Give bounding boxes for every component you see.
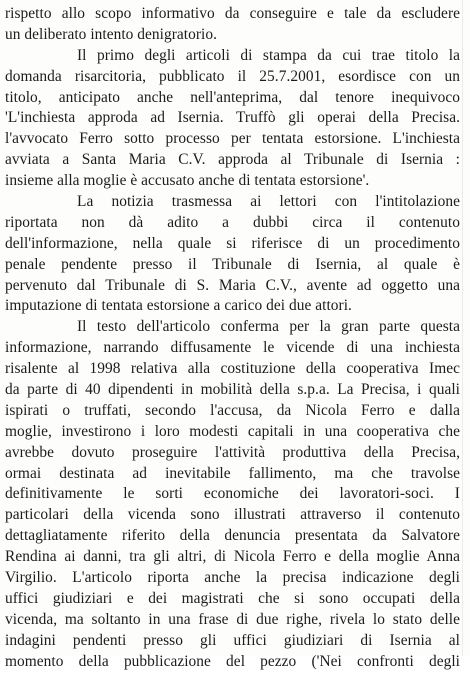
paragraph-4 bbox=[5, 317, 460, 672]
text-line: domanda risarcitoria, pubblicato il 25.7.2001, esordisce con un bbox=[5, 67, 460, 85]
text-line: momento della pubblicazione del pezzo ('Nei confronti degli bbox=[5, 652, 460, 670]
text-line: definitivamente le sorti economiche dei lavoratori-soci. I bbox=[5, 485, 460, 503]
text-line: Il testo dell'articolo conferma per la gran parte questa bbox=[77, 318, 460, 336]
paragraph-3 bbox=[5, 192, 460, 317]
text-line: uffici giudiziari e dei magistrati che si sono occupati della bbox=[5, 589, 460, 607]
text-line: moglie, investirono i loro modesti capitali in una cooperativa che bbox=[5, 422, 460, 440]
text-line: Rendina ai danni, tra gli altri, di Nicola Ferro e della moglie Anna bbox=[5, 548, 460, 566]
text-line: titolo, anticipato anche nell'anteprima, dal tenore inequivoco bbox=[5, 88, 460, 106]
text-line: imputazione di tentata estorsione a carico dei due attori. bbox=[5, 297, 352, 315]
text-line: Virgilio. L'articolo riporta anche la precisa indicazione degli bbox=[5, 569, 460, 587]
text-line: un deliberato intento denigratorio. bbox=[5, 25, 218, 43]
text-line: ispirati o truffati, secondo l'accusa, da Nicola Ferro e dalla bbox=[5, 401, 460, 419]
text-line: da parte di 40 dipendenti in mobilità della s.p.a. La Precisa, i quali bbox=[5, 381, 460, 399]
paragraph-2 bbox=[5, 46, 460, 192]
text-line: dettagliatamente riferito della denuncia presentata da Salvatore bbox=[5, 527, 460, 545]
text-line: l'avvocato Ferro sotto processo per tentata estorsione. L'inchiesta bbox=[5, 130, 460, 148]
text-line: ormai destinata ad inevitabile fallimento, ma che travolse bbox=[5, 464, 460, 482]
paragraph-1 bbox=[5, 4, 460, 46]
text-line: penale pendente presso il Tribunale di Isernia, al quale è bbox=[5, 255, 460, 273]
text-line: risalente al 1998 relativa alla costituzione della cooperativa Imec bbox=[5, 360, 460, 378]
text-line: pervenuto dal Tribunale di S. Maria C.V., avente ad oggetto una bbox=[5, 276, 460, 294]
text-line: informazione, narrando diffusamente le vicende di una inchiesta bbox=[5, 339, 460, 357]
text-line: particolari della vicenda sono illustrati attraverso il contenuto bbox=[5, 506, 460, 524]
text-line: Il primo degli articoli di stampa da cui trae titolo la bbox=[77, 46, 460, 64]
text-line: indagini pendenti presso gli uffici giudiziari di Isernia al bbox=[5, 631, 460, 649]
document-body bbox=[5, 4, 460, 673]
text-line: rispetto allo scopo informativo da conseguire e tale da escludere bbox=[5, 5, 460, 22]
text-line: 'L'inchiesta approda ad Isernia. Truffò gli operai della Precisa. bbox=[5, 109, 460, 127]
text-line: avrebbe dovuto proseguire l'attività produttiva della Precisa, bbox=[5, 443, 460, 461]
text-line: dell'informazione, nella quale si riferisce di un procedimento bbox=[5, 234, 460, 252]
text-line: insieme alla moglie è accusato anche di tentata estorsione'. bbox=[5, 172, 370, 190]
text-line: riportata non dà adito a dubbi circa il contenuto bbox=[5, 213, 460, 231]
page-edge-shadow bbox=[462, 0, 463, 656]
text-line: avviata a Santa Maria C.V. approda al Tribunale di Isernia : bbox=[5, 151, 460, 169]
text-line: La notizia trasmessa ai lettori con l'intitolazione bbox=[77, 193, 460, 211]
text-line: vicenda, ma soltanto in una frase di due righe, rivela lo stato delle bbox=[5, 610, 460, 628]
